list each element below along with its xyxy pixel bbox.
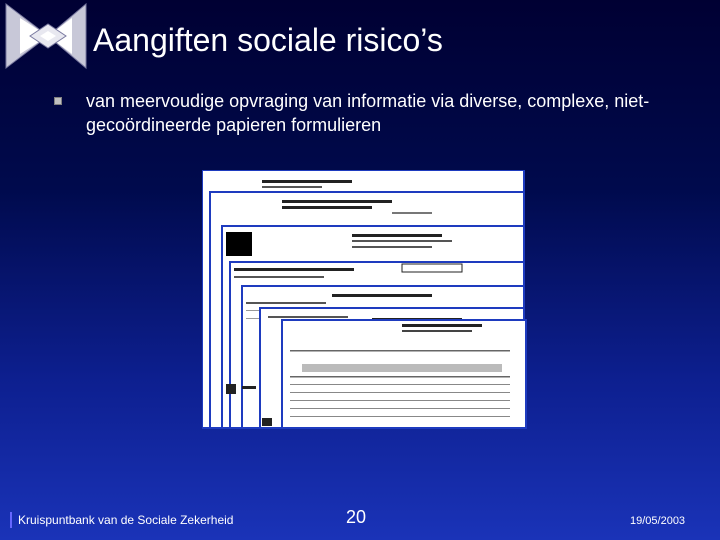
ksz-logo <box>0 0 92 72</box>
bullet-text: van meervoudige opvraging van informatie via diverse, complexe, niet-gecoördineerde papieren formulieren <box>86 91 650 135</box>
bullet-square-icon <box>54 97 62 105</box>
footer-date: 19/05/2003 <box>630 515 686 527</box>
slide-title: Aangiften sociale risico’s <box>93 22 443 58</box>
paper-forms-image <box>202 170 528 430</box>
footer-organization: Kruispuntbank van de Sociale Zekerheid <box>18 513 234 527</box>
footer-accent-bar <box>10 512 12 528</box>
page-number: 20 <box>346 507 367 527</box>
